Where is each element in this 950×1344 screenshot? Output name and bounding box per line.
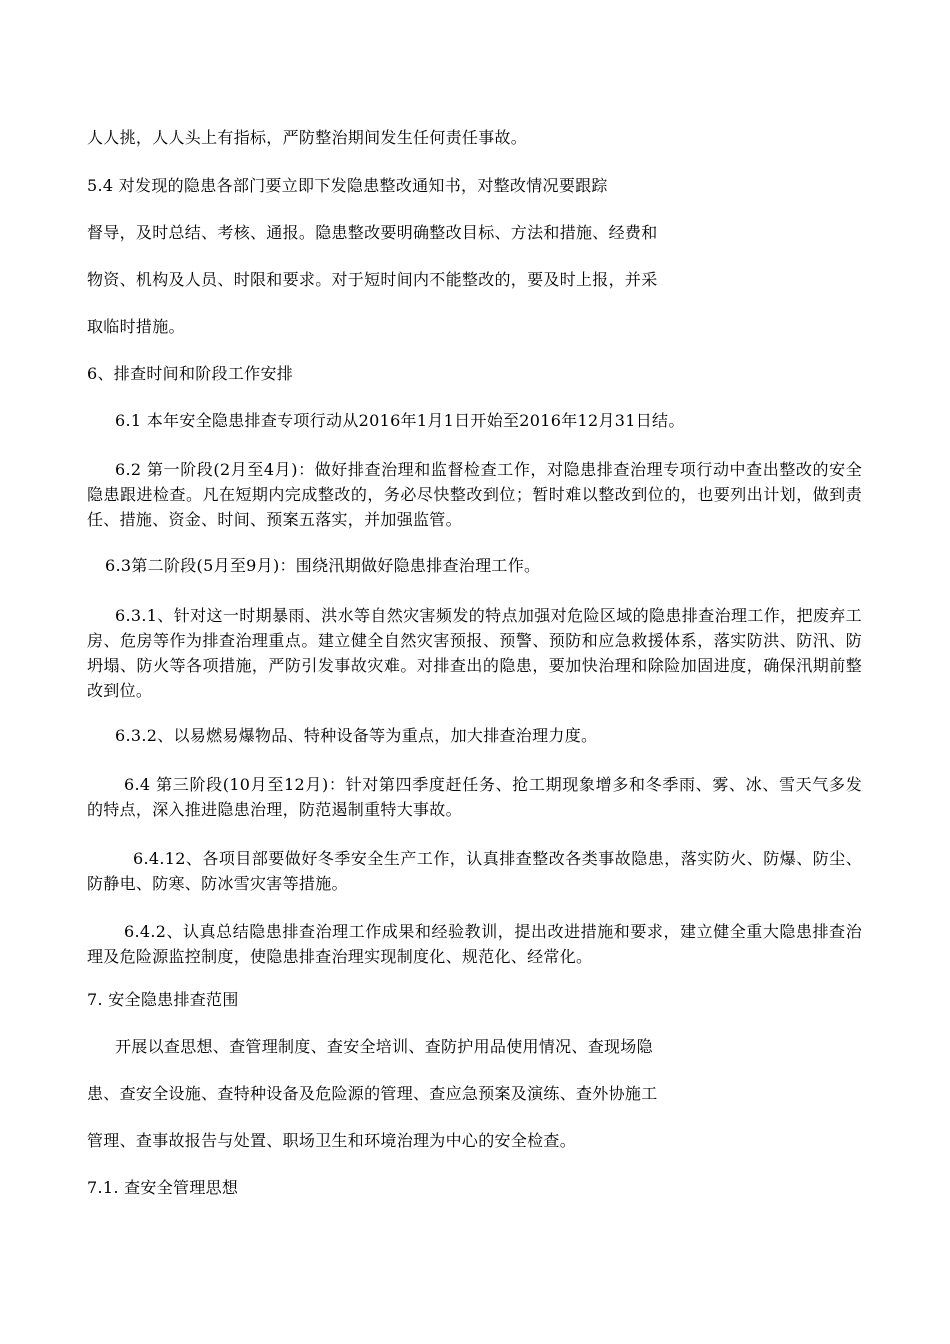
paragraph: 6.2 第一阶段(2月至4月)：做好排查治理和监督检查工作，对隐患排查治理专项行动中查出整改的安全隐患跟进检查。凡在短期内完成整改的，务必尽快整改到位；暂时难以整改到位的，也要列出计划，做到责任、措施、资金、时间、预案五落实，并加强监管。 [87,460,862,529]
paragraph-line: 管理、查事故报告与处置、职场卫生和环境治理为中心的安全检查。 [87,1131,577,1150]
paragraph-line: 取临时措施。 [87,317,185,336]
paragraph: 6.3.1、针对这一时期暴雨、洪水等自然灾害频发的特点加强对危险区域的隐患排查治理工作，把废弃工房、危房等作为排查治理重点。建立健全自然灾害预报、预警、预防和应急救援体系，落实防洪、防汛、防坍塌、防火等各项措施，严防引发事故灾难。对排查出的隐患，要加快治理和除险加固进度，确保汛期前整改到位。 [87,606,862,700]
paragraph-line: 患、查安全设施、查特种设备及危险源的管理、查应急预案及演练、查外协施工 [87,1084,658,1103]
paragraph-line: 6.3第二阶段(5月至9月)：围绕汛期做好隐患排查治理工作。 [105,556,541,575]
section-heading: 7. 安全隐患排查范围 [87,990,239,1009]
section-heading: 7.1. 查安全管理思想 [87,1178,239,1197]
paragraph-line: 5.4 对发现的隐患各部门要立即下发隐患整改通知书，对整改情况要跟踪 [87,176,608,195]
paragraph-line: 人人挑，人人头上有指标，严防整治期间发生任何责任事故。 [87,128,528,147]
paragraph-line: 督导，及时总结、考核、通报。隐患整改要明确整改目标、方法和措施、经费和 [87,223,658,242]
paragraph-line: 物资、机构及人员、时限和要求。对于短时间内不能整改的，要及时上报，并采 [87,270,658,289]
paragraph-line: 6.1 本年安全隐患排查专项行动从2016年1月1日开始至2016年12月31日结。 [115,411,685,430]
paragraph: 6.4.2、认真总结隐患排查治理工作成果和经验教训，提出改进措施和要求，建立健全重大隐患排查治理及危险源监控制度，使隐患排查治理实现制度化、规范化、经常化。 [87,922,862,966]
paragraph: 6.4 第三阶段(10月至12月)：针对第四季度赶任务、抢工期现象增多和冬季雨、雾、冰、雪天气多发的特点，深入推进隐患治理，防范遏制重特大事故。 [87,775,862,819]
section-heading: 6、排查时间和阶段工作安排 [87,364,294,383]
paragraph-line: 6.3.2、以易燃易爆物品、特种设备等为重点，加大排查治理力度。 [115,726,598,745]
paragraph: 6.4.12、各项目部要做好冬季安全生产工作，认真排查整改各类事故隐患，落实防火、防爆、防尘、防静电、防寒、防冰雪灾害等措施。 [87,849,862,893]
paragraph-line: 开展以查思想、查管理制度、查安全培训、查防护用品使用情况、查现场隐 [115,1037,653,1056]
